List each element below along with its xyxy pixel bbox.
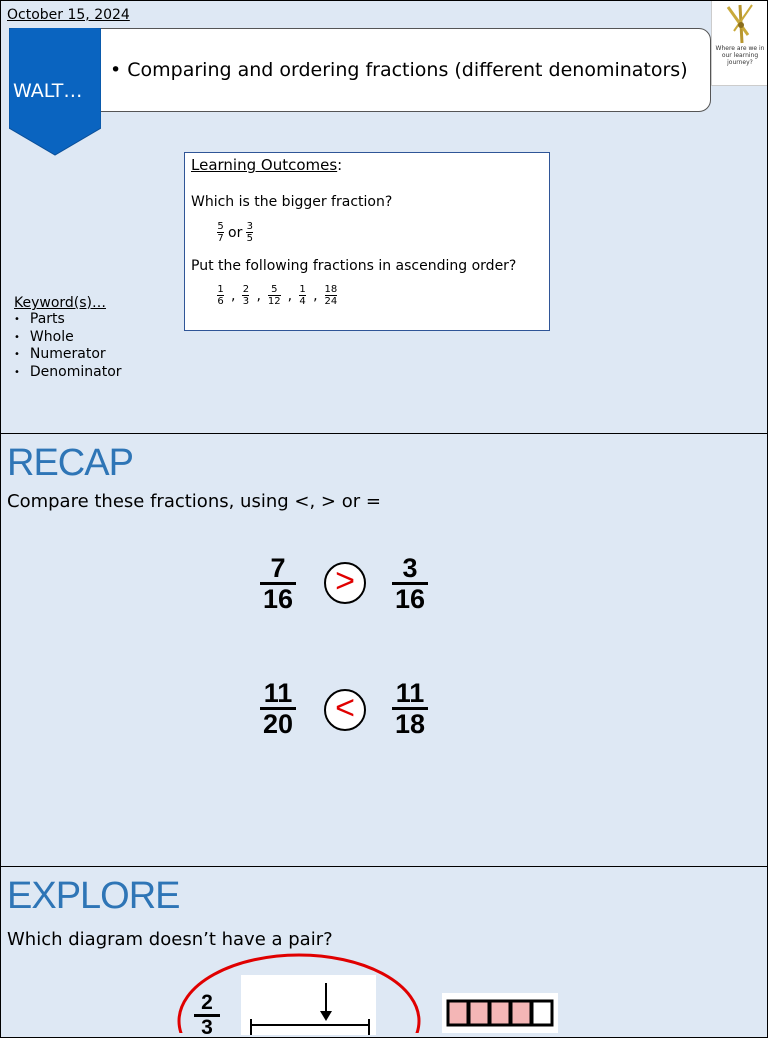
separator: , [313,287,318,304]
slide-recap [0,433,768,867]
keyword-item: • Numerator [14,346,122,364]
separator: , [231,287,236,304]
learning-outcomes-box [184,152,550,331]
signpost-icon [712,1,768,45]
walt-label: WALT… [13,80,83,102]
fraction: 2 3 [242,284,250,307]
walt-objective-text: Comparing and ordering fractions (different denominators) [127,59,688,81]
bar-model-cell [490,1001,510,1025]
bar-model-cell [469,1001,489,1025]
or-text: or [228,224,243,241]
bar-model-diagram [442,993,558,1033]
slide-walt [0,0,768,434]
slide-explore [0,866,768,1038]
comparison-symbol-less: < [324,689,366,731]
walt-objective-box [61,28,711,112]
separator: , [256,287,261,304]
number-line-arrow-icon [241,975,376,1035]
learning-outcome-question-1: Which is the bigger fraction? [191,194,393,210]
keywords-panel [14,295,122,381]
fraction-7-16: 7 16 [258,555,298,612]
lesson-date: October 15, 2024 [7,7,130,23]
diagram-fraction: 2 3 [190,993,224,1038]
fraction-11-18: 11 18 [390,680,430,737]
recap-heading: RECAP [7,442,133,484]
fraction: 1 4 [299,284,306,307]
fraction: 18 24 [324,284,338,307]
keywords-list [14,311,122,381]
fraction: 3 5 [246,221,254,244]
recap-prompt: Compare these fractions, using <, > or = [7,491,381,512]
comparison-symbol-greater: > [324,562,366,604]
bar-model-cell [532,1001,552,1025]
question-1-fractions [217,221,253,244]
explore-prompt: Which diagram doesn’t have a pair? [7,929,333,950]
fraction-3-16: 3 16 [390,555,430,612]
learning-journey-image [711,1,768,86]
keywords-title: Keyword(s)… [14,295,107,311]
fraction: 1 6 [217,284,224,307]
fraction: 5 12 [267,284,281,307]
learning-journey-caption: Where are we in our learning journey? [715,45,765,66]
bar-model-cell [511,1001,531,1025]
number-line-diagram [241,975,376,1035]
walt-objective: • Comparing and ordering fractions (different denominators) [110,59,688,81]
question-2-fractions [217,284,337,307]
bar-model-cell [448,1001,468,1025]
explore-heading: EXPLORE [7,875,180,917]
keyword-item: • Parts [14,311,122,329]
keyword-item: • Whole [14,329,122,347]
keyword-item: • Denominator [14,364,122,382]
learning-outcomes-title: Learning Outcomes: [191,156,343,174]
fraction-11-20: 11 20 [258,680,298,737]
learning-outcome-question-2: Put the following fractions in ascending order? [191,258,517,274]
fraction: 5 7 [217,221,224,244]
separator: , [287,287,293,304]
